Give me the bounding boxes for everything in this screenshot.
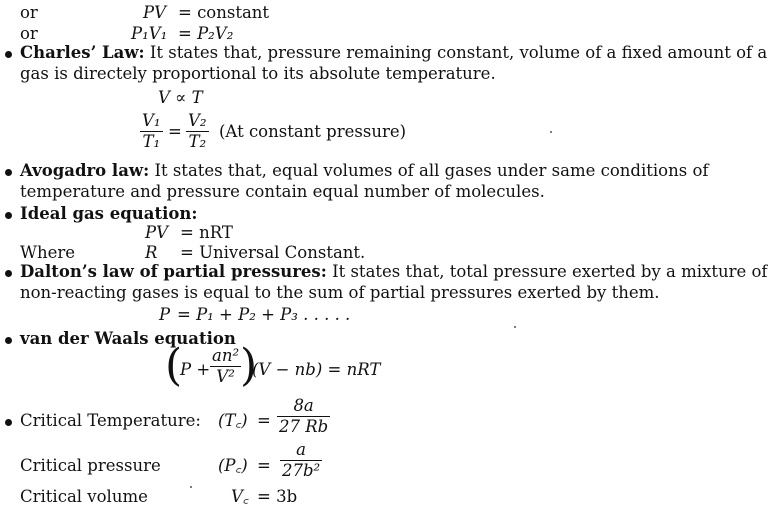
critical-temp-equals: = [257, 411, 271, 430]
where-text: Where [20, 243, 76, 262]
critical-pressure-fraction [280, 441, 322, 480]
charles-v2: V₂ [188, 111, 207, 130]
ink-speck [190, 486, 192, 488]
ideal-eq-rhs: = nRT [180, 223, 233, 242]
dalton-eq-lhs: P [159, 305, 171, 324]
critical-volume-symbol: V꜀ [231, 487, 249, 506]
critical-pressure-symbol: (P꜀) [218, 456, 248, 475]
dalton-heading: Dalton’s law of partial pressures: [20, 262, 327, 281]
critical-temp-symbol: (T꜀) [218, 411, 248, 430]
r-symbol: R [145, 243, 158, 262]
dalton-line-1 [20, 262, 768, 282]
charles-proportion: V ∝ T [158, 88, 203, 107]
boyle-rhs: = P₂V₂ [178, 24, 234, 43]
charles-t2: T₂ [188, 132, 207, 151]
ideal-heading: Ideal gas equation: [20, 204, 198, 223]
or-text-2: or [20, 24, 38, 43]
vdw-fraction [210, 347, 241, 386]
bullet-critical [5, 419, 12, 426]
right-paren: ) [240, 340, 258, 391]
charles-line-1 [20, 43, 767, 63]
charles-equals: = [168, 122, 182, 141]
bullet-vdw [5, 337, 12, 344]
bullet-ideal [5, 212, 12, 219]
bullet-charles [5, 51, 12, 58]
pv-lhs: PV [143, 3, 167, 22]
pv-rhs: = constant [178, 3, 270, 22]
critical-temp-num: 8a [293, 396, 314, 415]
critical-volume-label: Critical volume [20, 487, 148, 506]
critical-volume-rhs: = 3b [257, 487, 298, 506]
vdw-den: V² [216, 367, 235, 386]
critical-pressure-num: a [296, 440, 307, 459]
vdw-p: P + [180, 360, 211, 379]
ink-speck [550, 131, 552, 133]
vdw-rest: (V − nb) = nRT [252, 360, 381, 379]
left-paren: ( [165, 340, 183, 391]
charles-text-2: gas is directely proportional to its absolute temperature. [20, 64, 496, 83]
charles-frac-right [186, 112, 209, 151]
charles-frac-left [140, 112, 163, 151]
avogadro-text-2: temperature and pressure contain equal number of molecules. [20, 182, 545, 201]
critical-temp-den: 27 Rb [279, 417, 329, 436]
dalton-eq-rhs: = P₁ + P₂ + P₃ . . . . . [177, 305, 351, 324]
critical-temp-fraction [277, 397, 330, 436]
critical-pressure-den: 27b² [282, 461, 321, 480]
critical-pressure-label: Critical pressure [20, 456, 161, 475]
dalton-text-1: It states that, total pressure exerted by a mixture of [326, 262, 768, 281]
bullet-dalton [5, 270, 12, 277]
or-text-1: or [20, 3, 38, 22]
dalton-text-2: non-reacting gases is equal to the sum of partial pressures exerted by them. [20, 283, 660, 302]
charles-text-1: It states that, pressure remaining constant, volume of a fixed amount of a [144, 43, 768, 62]
r-definition: = Universal Constant. [180, 243, 366, 262]
avogadro-text-1: It states that, equal volumes of all gases under same conditions of [149, 161, 709, 180]
critical-temp-label: Critical Temperature: [20, 411, 201, 430]
charles-heading: Charles’ Law: [20, 43, 145, 62]
bullet-avogadro [5, 169, 12, 176]
vdw-num: an² [212, 346, 240, 365]
charles-v1: V₁ [142, 111, 161, 130]
critical-pressure-equals: = [257, 456, 271, 475]
ideal-eq-lhs: PV [145, 223, 169, 242]
avogadro-heading: Avogadro law: [20, 161, 150, 180]
charles-note: (At constant pressure) [219, 122, 407, 141]
vdw-heading: van der Waals equation [20, 329, 236, 348]
boyle-lhs: P₁V₁ [131, 24, 168, 43]
charles-t1: T₁ [142, 132, 161, 151]
ink-speck [514, 326, 516, 328]
avogadro-line-1 [20, 161, 709, 181]
